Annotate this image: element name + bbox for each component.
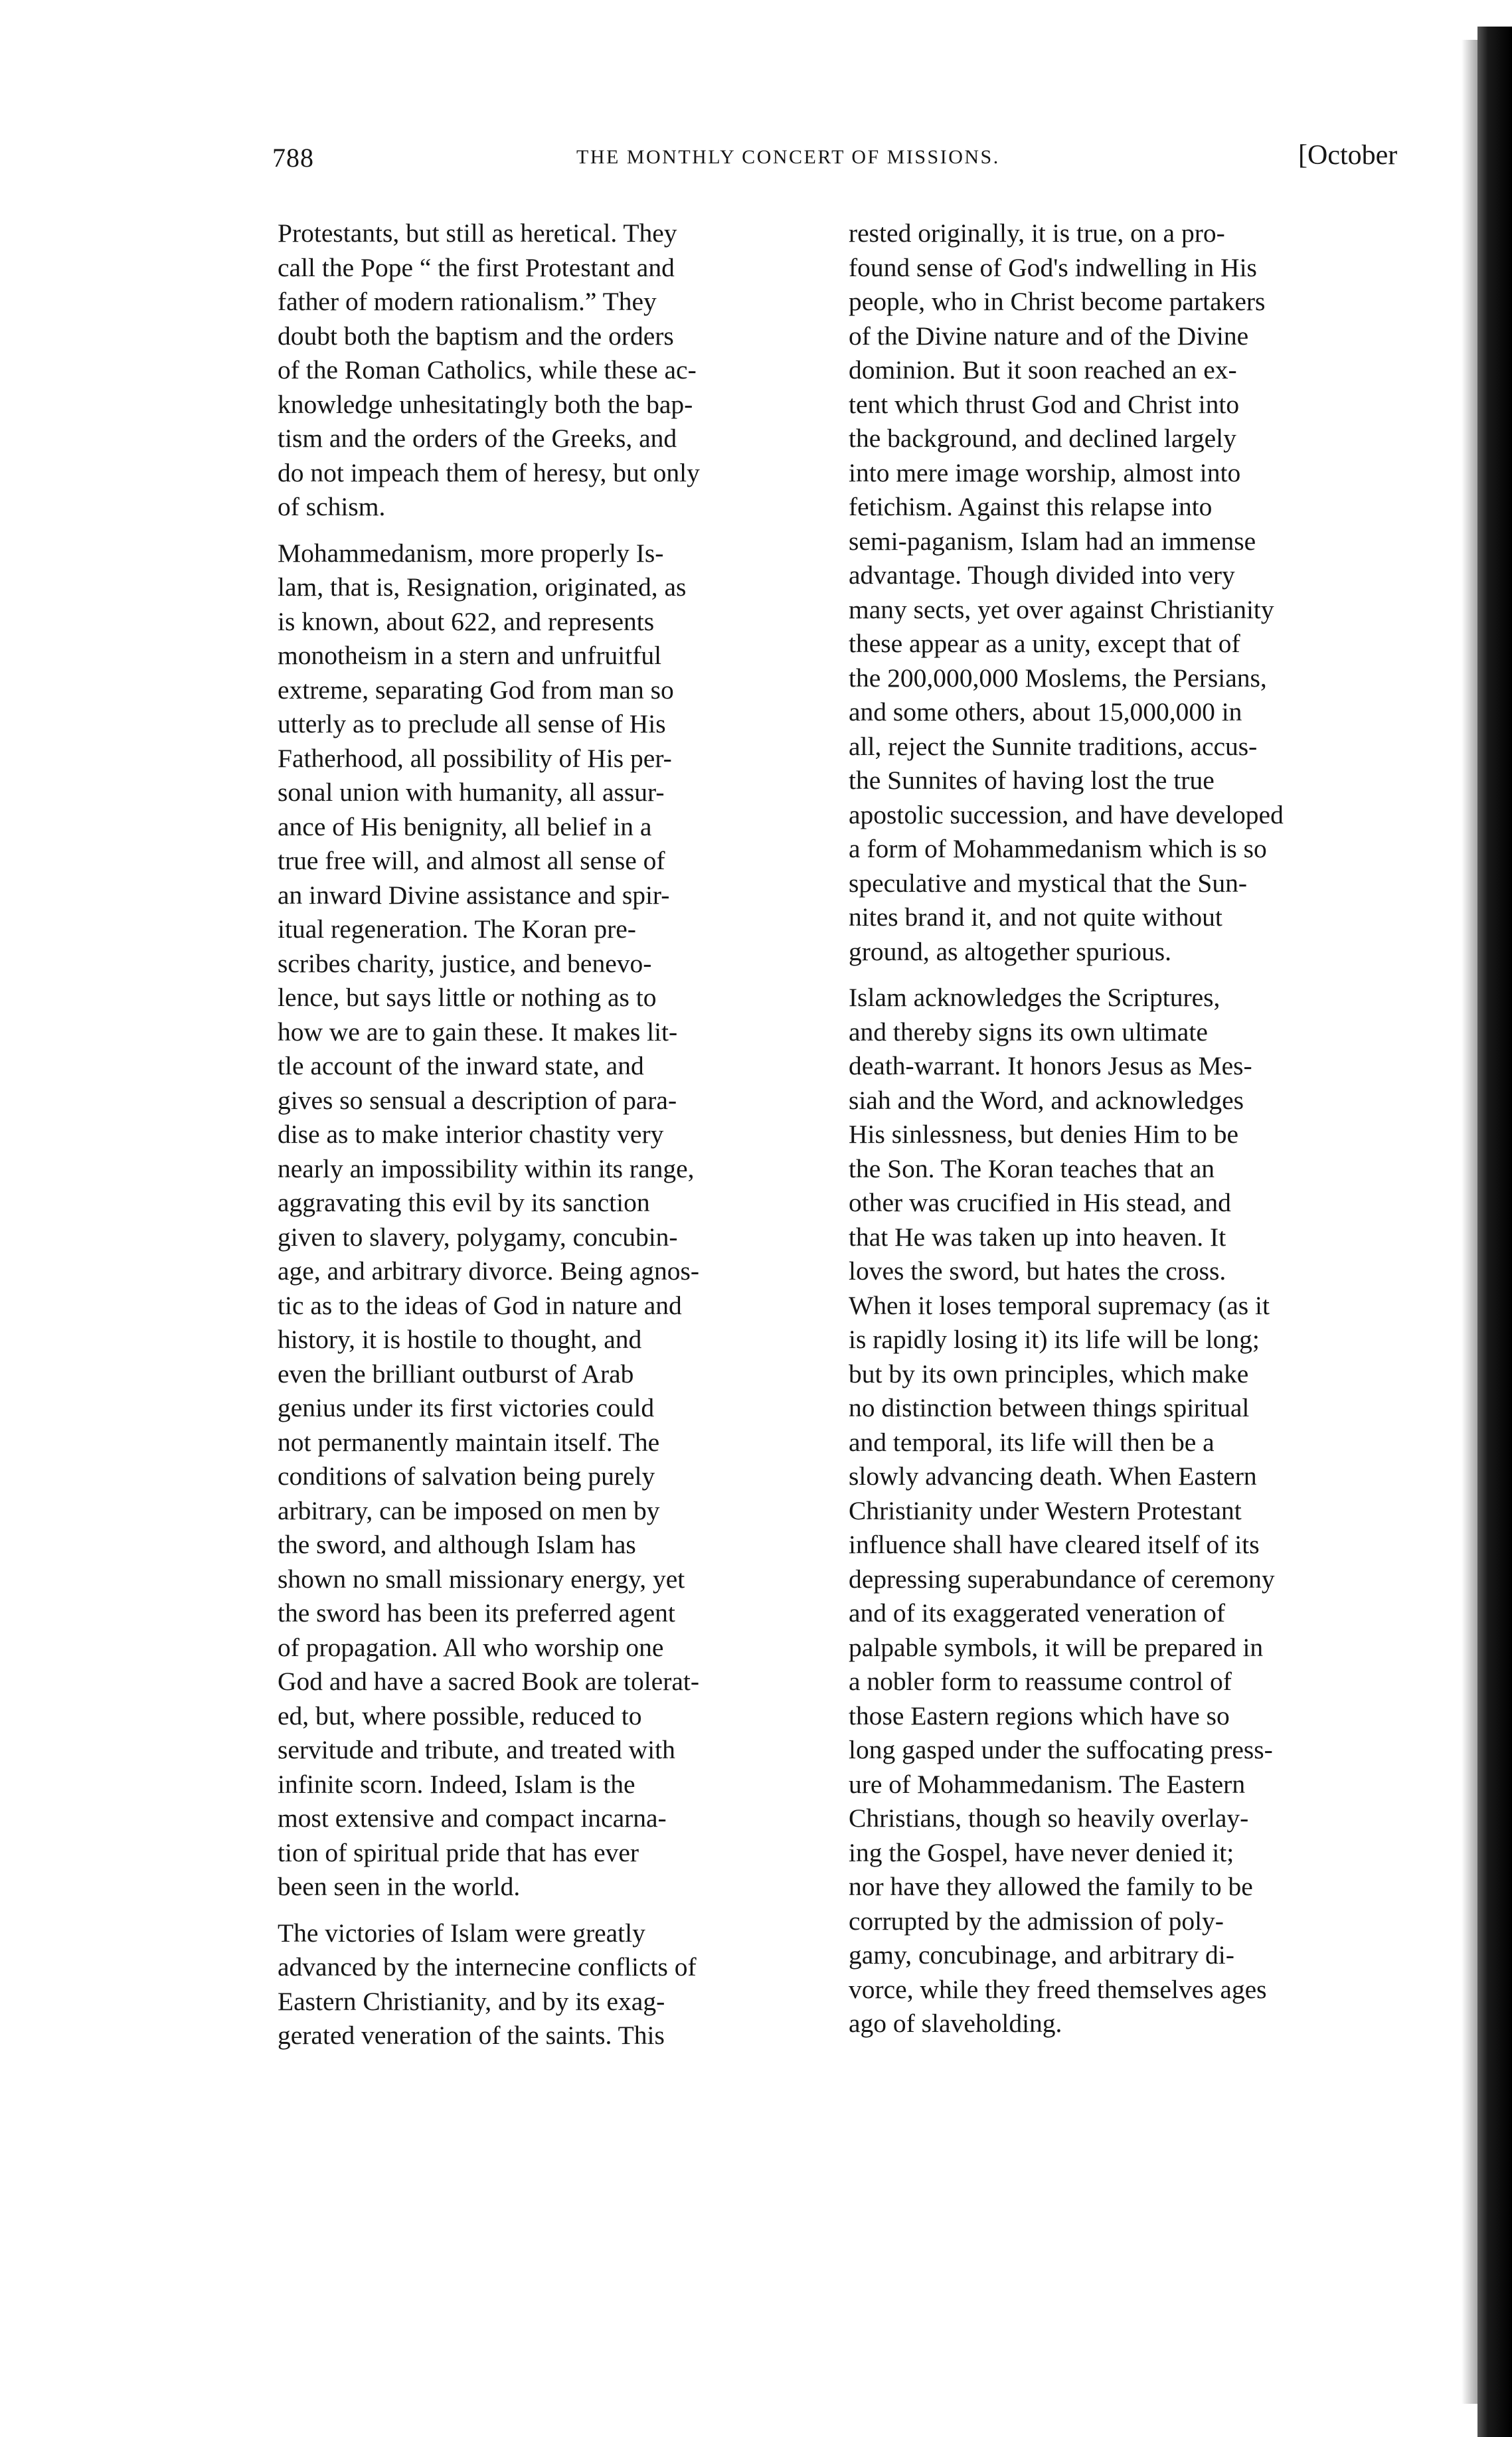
text-line: of propagation. All who worship one	[278, 1632, 664, 1662]
text-line: found sense of God's indwelling in His	[849, 252, 1257, 282]
paragraph-gap	[278, 1904, 819, 1916]
text-line: ed, but, where possible, reduced to	[278, 1701, 642, 1730]
text-line: ing the Gospel, have never denied it;	[849, 1837, 1234, 1867]
text-line: Mohammedanism, more properly Is-	[278, 538, 664, 568]
text-line: is known, about 622, and represents	[278, 606, 655, 636]
text-line: given to slavery, polygamy, concubin-	[278, 1222, 678, 1252]
text-line: do not impeach them of heresy, but only	[278, 458, 700, 487]
text-line: but by its own principles, which make	[849, 1359, 1249, 1388]
text-line: these appear as a unity, except that of	[849, 629, 1240, 658]
text-line: knowledge unhesitatingly both the bap-	[278, 389, 693, 419]
text-line: gamy, concubinage, and arbitrary di-	[849, 1940, 1234, 1970]
text-line: true free will, and almost all sense of	[278, 846, 665, 875]
text-line: rested originally, it is true, on a pro-	[849, 218, 1225, 248]
text-line: Fatherhood, all possibility of His per-	[278, 743, 672, 773]
text-line: lence, but says little or nothing as to	[278, 983, 657, 1012]
text-line: how we are to gain these. It makes lit-	[278, 1017, 678, 1047]
text-line: Christians, though so heavily overlay-	[849, 1804, 1249, 1833]
text-line: advantage. Though divided into very	[849, 560, 1235, 590]
text-line: His sinlessness, but denies Him to be	[849, 1120, 1238, 1149]
text-line: that He was taken up into heaven. It	[849, 1222, 1226, 1252]
text-line: tle account of the inward state, and	[278, 1051, 644, 1080]
text-line: Eastern Christianity, and by its exag-	[278, 1986, 665, 2016]
text-line: and thereby signs its own ultimate	[849, 1017, 1208, 1047]
text-line: conditions of salvation being purely	[278, 1462, 655, 1491]
binding-shadow	[1462, 40, 1477, 2404]
text-line: depressing superabundance of ceremony	[849, 1564, 1275, 1594]
text-line: long gasped under the suffocating press-	[849, 1735, 1273, 1764]
text-line: tic as to the ideas of God in nature and	[278, 1290, 682, 1320]
text-line: ance of His benignity, all belief in a	[278, 811, 652, 841]
text-line: those Eastern regions which have so	[849, 1701, 1230, 1730]
text-line: all, reject the Sunnite traditions, accus-	[849, 731, 1258, 761]
text-line: of the Divine nature and of the Divine	[849, 321, 1249, 351]
text-line: lam, that is, Resignation, originated, as	[278, 572, 687, 602]
text-line: arbitrary, can be imposed on men by	[278, 1495, 660, 1525]
text-line: the 200,000,000 Moslems, the Persians,	[849, 663, 1267, 693]
page-number: 788	[272, 143, 314, 173]
running-title: THE MONTHLY CONCERT OF MISSIONS.	[576, 146, 1000, 168]
text-line: aggravating this evil by its sanction	[278, 1188, 650, 1217]
text-line: ago of slaveholding.	[849, 2009, 1062, 2038]
text-line: even the brilliant outburst of Arab	[278, 1359, 634, 1388]
text-line: the Sunnites of having lost the true	[849, 766, 1215, 795]
text-line: fetichism. Against this relapse into	[849, 492, 1213, 521]
text-line: advanced by the internecine conflicts of	[278, 1952, 697, 1981]
text-line: call the Pope “ the first Protestant and	[278, 252, 675, 282]
text-line: scribes charity, justice, and benevo-	[278, 948, 652, 978]
text-line: nearly an impossibility within its range,	[278, 1153, 695, 1183]
text-line: God and have a sacred Book are tolerat-	[278, 1667, 700, 1696]
text-line: people, who in Christ become partakers	[849, 287, 1266, 316]
text-line: tism and the orders of the Greeks, and	[278, 424, 677, 453]
text-line: the Son. The Koran teaches that an	[849, 1153, 1215, 1183]
text-line: of schism.	[278, 492, 386, 521]
text-line: monotheism in a stern and unfruitful	[278, 641, 662, 670]
text-line: a form of Mohammedanism which is so	[849, 834, 1267, 863]
text-line: the background, and declined largely	[849, 424, 1236, 453]
right-column	[849, 216, 1433, 2041]
text-line: sonal union with humanity, all assur-	[278, 778, 665, 807]
text-line: vorce, while they freed themselves ages	[849, 1974, 1267, 2004]
text-line: apostolic succession, and have developed	[849, 799, 1284, 829]
header-month: [October	[1298, 140, 1398, 171]
text-line: a nobler form to reassume control of	[849, 1667, 1232, 1696]
text-line: The victories of Islam were greatly	[278, 1918, 645, 1948]
text-line: many sects, yet over against Christianity	[849, 594, 1274, 624]
text-line: and some others, about 15,000,000 in	[849, 697, 1242, 726]
text-line: genius under its first victories could	[278, 1393, 655, 1422]
text-line: death-warrant. It honors Jesus as Mes-	[849, 1051, 1252, 1080]
text-line: extreme, separating God from man so	[278, 675, 674, 705]
text-line: gerated veneration of the saints. This	[278, 2021, 665, 2050]
text-line: of the Roman Catholics, while these ac-	[278, 355, 697, 384]
text-line: semi-paganism, Islam had an immense	[849, 526, 1256, 556]
text-line: age, and arbitrary divorce. Being agnos-	[278, 1256, 700, 1286]
text-line: siah and the Word, and acknowledges	[849, 1085, 1244, 1115]
text-line: speculative and mystical that the Sun-	[849, 868, 1248, 898]
text-line: When it loses temporal supremacy (as it	[849, 1290, 1270, 1320]
text-line: palpable symbols, it will be prepared in	[849, 1632, 1264, 1662]
text-line: tion of spiritual pride that has ever	[278, 1837, 639, 1867]
text-line: history, it is hostile to thought, and	[278, 1325, 642, 1354]
text-line: is rapidly losing it) its life will be long;	[849, 1325, 1260, 1354]
left-column	[278, 216, 819, 2053]
text-line: corrupted by the admission of poly-	[849, 1906, 1224, 1936]
page-binding-edge	[1477, 27, 1512, 2437]
text-line: ground, as altogether spurious.	[849, 936, 1171, 966]
text-line: utterly as to preclude all sense of His	[278, 709, 666, 738]
text-line: Islam acknowledges the Scriptures,	[849, 983, 1220, 1012]
text-line: servitude and tribute, and treated with	[278, 1735, 675, 1764]
text-line: other was crucified in His stead, and	[849, 1188, 1231, 1217]
text-line: dise as to make interior chastity very	[278, 1120, 664, 1149]
text-line: nites brand it, and not quite without	[849, 902, 1222, 932]
text-line: Protestants, but still as heretical. They	[278, 218, 677, 248]
text-line: most extensive and compact incarna-	[278, 1804, 667, 1833]
text-line: gives so sensual a description of para-	[278, 1085, 677, 1115]
text-line: no distinction between things spiritual	[849, 1393, 1250, 1422]
text-line: shown no small missionary energy, yet	[278, 1564, 685, 1594]
text-line: and of its exaggerated veneration of	[849, 1598, 1226, 1628]
text-line: the sword has been its preferred agent	[278, 1598, 675, 1628]
text-line: and temporal, its life will then be a	[849, 1427, 1215, 1457]
text-line: tent which thrust God and Christ into	[849, 389, 1240, 419]
text-line: doubt both the baptism and the orders	[278, 321, 674, 351]
text-line: loves the sword, but hates the cross.	[849, 1256, 1226, 1286]
text-line: an inward Divine assistance and spir-	[278, 880, 670, 910]
text-line: into mere image worship, almost into	[849, 458, 1241, 487]
paragraph-gap	[849, 969, 1433, 981]
page-header	[272, 142, 1512, 182]
text-line: nor have they allowed the family to be	[849, 1872, 1253, 1901]
text-line: slowly advancing death. When Eastern	[849, 1462, 1257, 1491]
text-line: the sword, and although Islam has	[278, 1530, 636, 1559]
text-line: Christianity under Western Protestant	[849, 1495, 1242, 1525]
text-line: itual regeneration. The Koran pre-	[278, 914, 636, 944]
text-line: dominion. But it soon reached an ex-	[849, 355, 1237, 384]
text-line: infinite scorn. Indeed, Islam is the	[278, 1769, 635, 1799]
paragraph-gap	[278, 525, 819, 537]
text-line: been seen in the world.	[278, 1872, 521, 1901]
text-line: not permanently maintain itself. The	[278, 1427, 660, 1457]
text-line: father of modern rationalism.” They	[278, 287, 657, 316]
text-line: influence shall have cleared itself of its	[849, 1530, 1260, 1559]
text-line: ure of Mohammedanism. The Eastern	[849, 1769, 1246, 1799]
